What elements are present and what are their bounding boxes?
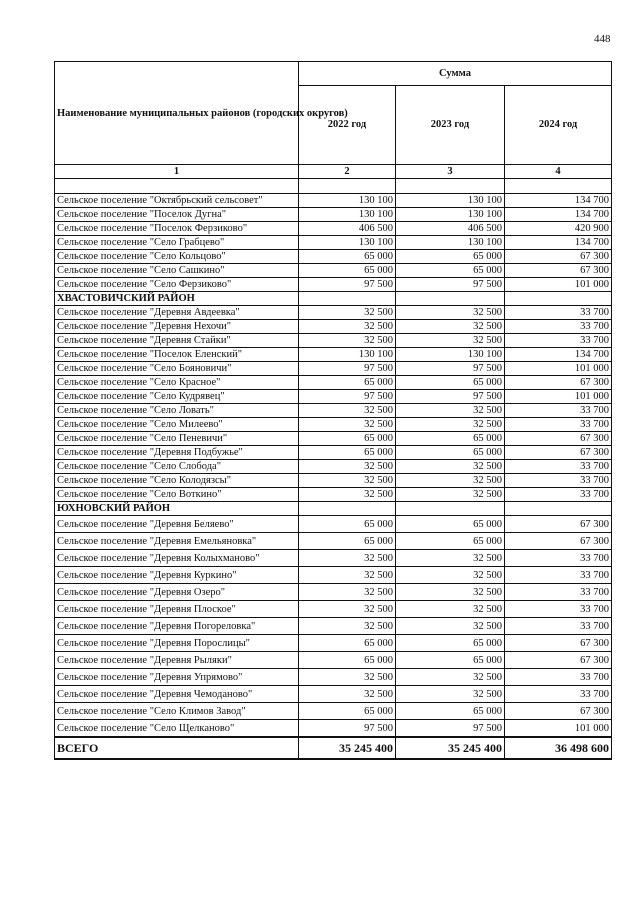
value-2023: 32 500 [396,474,505,488]
settlement-name: Сельское поселение "Деревня Порослицы" [55,635,299,652]
value-2023: 97 500 [396,390,505,404]
value-2024: 67 300 [505,652,612,669]
table-row [55,460,612,474]
settlement-name: Сельское поселение "Село Кудрявец" [55,390,299,404]
page-number: 448 [594,33,611,45]
column-number: 2 [299,165,396,179]
header-year-2024: 2024 год [505,85,612,164]
table-row [55,720,612,738]
settlement-name: Сельское поселение "Село Колодязсы" [55,474,299,488]
settlement-name: Сельское поселение "Деревня Колыхманово" [55,550,299,567]
value-2024: 67 300 [505,446,612,460]
value-2023: 65 000 [396,652,505,669]
value-2022: 32 500 [299,488,396,502]
value-2022: 97 500 [299,390,396,404]
settlement-name: Сельское поселение "Село Щелканово" [55,720,299,738]
total-row [55,737,612,759]
value-2023: 65 000 [396,376,505,390]
table-row [55,635,612,652]
value-2022: 130 100 [299,236,396,250]
value-2024: 67 300 [505,264,612,278]
value-2024: 33 700 [505,669,612,686]
total-label: ВСЕГО [55,737,299,759]
table-row [55,348,612,362]
column-number: 1 [55,165,299,179]
value-2022: 65 000 [299,446,396,460]
total-2022: 35 245 400 [299,737,396,759]
value-2024: 67 300 [505,516,612,533]
value-2024: 33 700 [505,550,612,567]
value-2023: 32 500 [396,669,505,686]
table-row [55,584,612,601]
value-2022: 406 500 [299,222,396,236]
settlement-name: Сельское поселение "Деревня Упрямово" [55,669,299,686]
value-2024: 67 300 [505,250,612,264]
value-2024: 33 700 [505,686,612,703]
settlement-name: Сельское поселение "Деревня Подбужье" [55,446,299,460]
value-2022: 65 000 [299,703,396,720]
table-row [55,618,612,635]
value-2023: 65 000 [396,446,505,460]
value-2024: 33 700 [505,334,612,348]
value-2023: 32 500 [396,584,505,601]
settlement-name: Сельское поселение "Октябрьский сельсовет" [55,194,299,208]
table-row [55,404,612,418]
value-2024: 33 700 [505,567,612,584]
value-2023: 32 500 [396,488,505,502]
table-row [55,390,612,404]
value-2023: 97 500 [396,278,505,292]
value-2023: 32 500 [396,334,505,348]
budget-table [54,61,612,760]
table-row [55,533,612,550]
table-row [55,236,612,250]
value-2024: 33 700 [505,618,612,635]
settlement-name: Сельское поселение "Деревня Куркино" [55,567,299,584]
value-2022: 32 500 [299,460,396,474]
value-2023: 32 500 [396,601,505,618]
value-2024: 33 700 [505,418,612,432]
table-row [55,669,612,686]
value-2022: 65 000 [299,264,396,278]
value-2024: 101 000 [505,278,612,292]
table-row [55,446,612,460]
settlement-name: Сельское поселение "Село Милеево" [55,418,299,432]
value-2022: 32 500 [299,474,396,488]
section-title: ХВАСТОВИЧСКИЙ РАЙОН [55,292,299,306]
value-2024: 134 700 [505,236,612,250]
value-2024: 67 300 [505,703,612,720]
table-row [55,376,612,390]
value-2023: 97 500 [396,362,505,376]
settlement-name: Сельское поселение "Село Сашкино" [55,264,299,278]
value-2023: 32 500 [396,550,505,567]
table-row [55,418,612,432]
value-2024: 33 700 [505,488,612,502]
value-2022: 32 500 [299,404,396,418]
settlement-name: Сельское поселение "Село Грабцево" [55,236,299,250]
settlement-name: Сельское поселение "Село Ловать" [55,404,299,418]
header-year-2023: 2023 год [396,85,505,164]
value-2022: 32 500 [299,567,396,584]
column-number: 3 [396,165,505,179]
settlement-name: Сельское поселение "Село Слобода" [55,460,299,474]
settlement-name: Сельское поселение "Деревня Рыляки" [55,652,299,669]
value-2024: 101 000 [505,362,612,376]
table-row [55,550,612,567]
value-2022: 32 500 [299,601,396,618]
value-2024: 33 700 [505,601,612,618]
value-2023: 32 500 [396,460,505,474]
value-2023: 406 500 [396,222,505,236]
settlement-name: Сельское поселение "Село Воткино" [55,488,299,502]
value-2023: 32 500 [396,404,505,418]
value-2024: 33 700 [505,584,612,601]
value-2022: 32 500 [299,418,396,432]
total-2024: 36 498 600 [505,737,612,759]
value-2024: 134 700 [505,194,612,208]
table-row [55,306,612,320]
value-2024: 134 700 [505,348,612,362]
value-2024: 33 700 [505,320,612,334]
table-row [55,278,612,292]
settlement-name: Сельское поселение "Село Красное" [55,376,299,390]
section-row-khvastovichi [55,292,612,306]
value-2023: 65 000 [396,703,505,720]
value-2024: 33 700 [505,474,612,488]
table-row [55,194,612,208]
value-2022: 65 000 [299,376,396,390]
value-2024: 67 300 [505,635,612,652]
value-2022: 65 000 [299,432,396,446]
settlement-name: Сельское поселение "Деревня Чемоданово" [55,686,299,703]
value-2024: 33 700 [505,460,612,474]
value-2023: 97 500 [396,720,505,738]
settlement-name: Сельское поселение "Село Пеневичи" [55,432,299,446]
table-row [55,222,612,236]
value-2023: 65 000 [396,516,505,533]
table-row [55,686,612,703]
spacer-row [55,179,612,194]
table-row [55,516,612,533]
value-2023: 130 100 [396,236,505,250]
settlement-name: Сельское поселение "Село Кольцово" [55,250,299,264]
settlement-name: Сельское поселение "Деревня Стайки" [55,334,299,348]
value-2024: 67 300 [505,432,612,446]
total-2023: 35 245 400 [396,737,505,759]
value-2023: 65 000 [396,250,505,264]
value-2023: 65 000 [396,635,505,652]
value-2024: 33 700 [505,306,612,320]
settlement-name: Сельское поселение "Деревня Погореловка" [55,618,299,635]
value-2024: 134 700 [505,208,612,222]
value-2023: 32 500 [396,320,505,334]
settlement-name: Сельское поселение "Деревня Плоское" [55,601,299,618]
value-2023: 130 100 [396,348,505,362]
value-2022: 130 100 [299,348,396,362]
value-2022: 32 500 [299,686,396,703]
value-2022: 97 500 [299,720,396,738]
value-2024: 67 300 [505,376,612,390]
settlement-name: Сельское поселение "Деревня Емельяновка" [55,533,299,550]
table-row [55,250,612,264]
settlement-name: Сельское поселение "Деревня Нехочи" [55,320,299,334]
value-2022: 32 500 [299,306,396,320]
value-2022: 65 000 [299,635,396,652]
value-2023: 32 500 [396,418,505,432]
table-row [55,652,612,669]
value-2024: 101 000 [505,720,612,738]
table-row [55,208,612,222]
settlement-name: Сельское поселение "Поселок Дугна" [55,208,299,222]
value-2022: 97 500 [299,278,396,292]
table-row [55,474,612,488]
settlement-name: Сельское поселение "Село Бояновичи" [55,362,299,376]
value-2023: 32 500 [396,618,505,635]
value-2022: 65 000 [299,250,396,264]
header-year-2022: 2022 год [299,85,396,164]
value-2022: 32 500 [299,584,396,601]
column-number: 4 [505,165,612,179]
value-2022: 32 500 [299,550,396,567]
value-2022: 65 000 [299,516,396,533]
value-2024: 101 000 [505,390,612,404]
table-row [55,601,612,618]
section-title: ЮХНОВСКИЙ РАЙОН [55,502,299,516]
value-2022: 32 500 [299,669,396,686]
settlement-name: Сельское поселение "Село Климов Завод" [55,703,299,720]
settlement-name: Сельское поселение "Деревня Беляево" [55,516,299,533]
value-2022: 65 000 [299,652,396,669]
value-2023: 130 100 [396,208,505,222]
value-2023: 65 000 [396,432,505,446]
value-2023: 65 000 [396,264,505,278]
column-numbers-row [55,165,612,179]
value-2023: 32 500 [396,567,505,584]
value-2023: 130 100 [396,194,505,208]
value-2023: 65 000 [396,533,505,550]
value-2022: 97 500 [299,362,396,376]
table-row [55,362,612,376]
settlement-name: Сельское поселение "Поселок Еленский" [55,348,299,362]
settlement-name: Сельское поселение "Село Ферзиково" [55,278,299,292]
value-2022: 130 100 [299,208,396,222]
value-2022: 130 100 [299,194,396,208]
settlement-name: Сельское поселение "Деревня Авдеевка" [55,306,299,320]
table-row [55,488,612,502]
value-2023: 32 500 [396,686,505,703]
table-row [55,320,612,334]
value-2022: 65 000 [299,533,396,550]
table-row [55,432,612,446]
value-2024: 420 900 [505,222,612,236]
settlement-name: Сельское поселение "Деревня Озеро" [55,584,299,601]
value-2022: 32 500 [299,320,396,334]
table-row [55,334,612,348]
value-2022: 32 500 [299,334,396,348]
table-row [55,703,612,720]
settlement-name: Сельское поселение "Поселок Ферзиково" [55,222,299,236]
section-row-yukhnov [55,502,612,516]
value-2024: 67 300 [505,533,612,550]
value-2023: 32 500 [396,306,505,320]
table-row [55,567,612,584]
header-sum: Сумма [299,62,612,86]
value-2022: 32 500 [299,618,396,635]
table-row [55,264,612,278]
value-2024: 33 700 [505,404,612,418]
header-name-column: Наименование муниципальных районов (городских округов) [55,62,299,165]
